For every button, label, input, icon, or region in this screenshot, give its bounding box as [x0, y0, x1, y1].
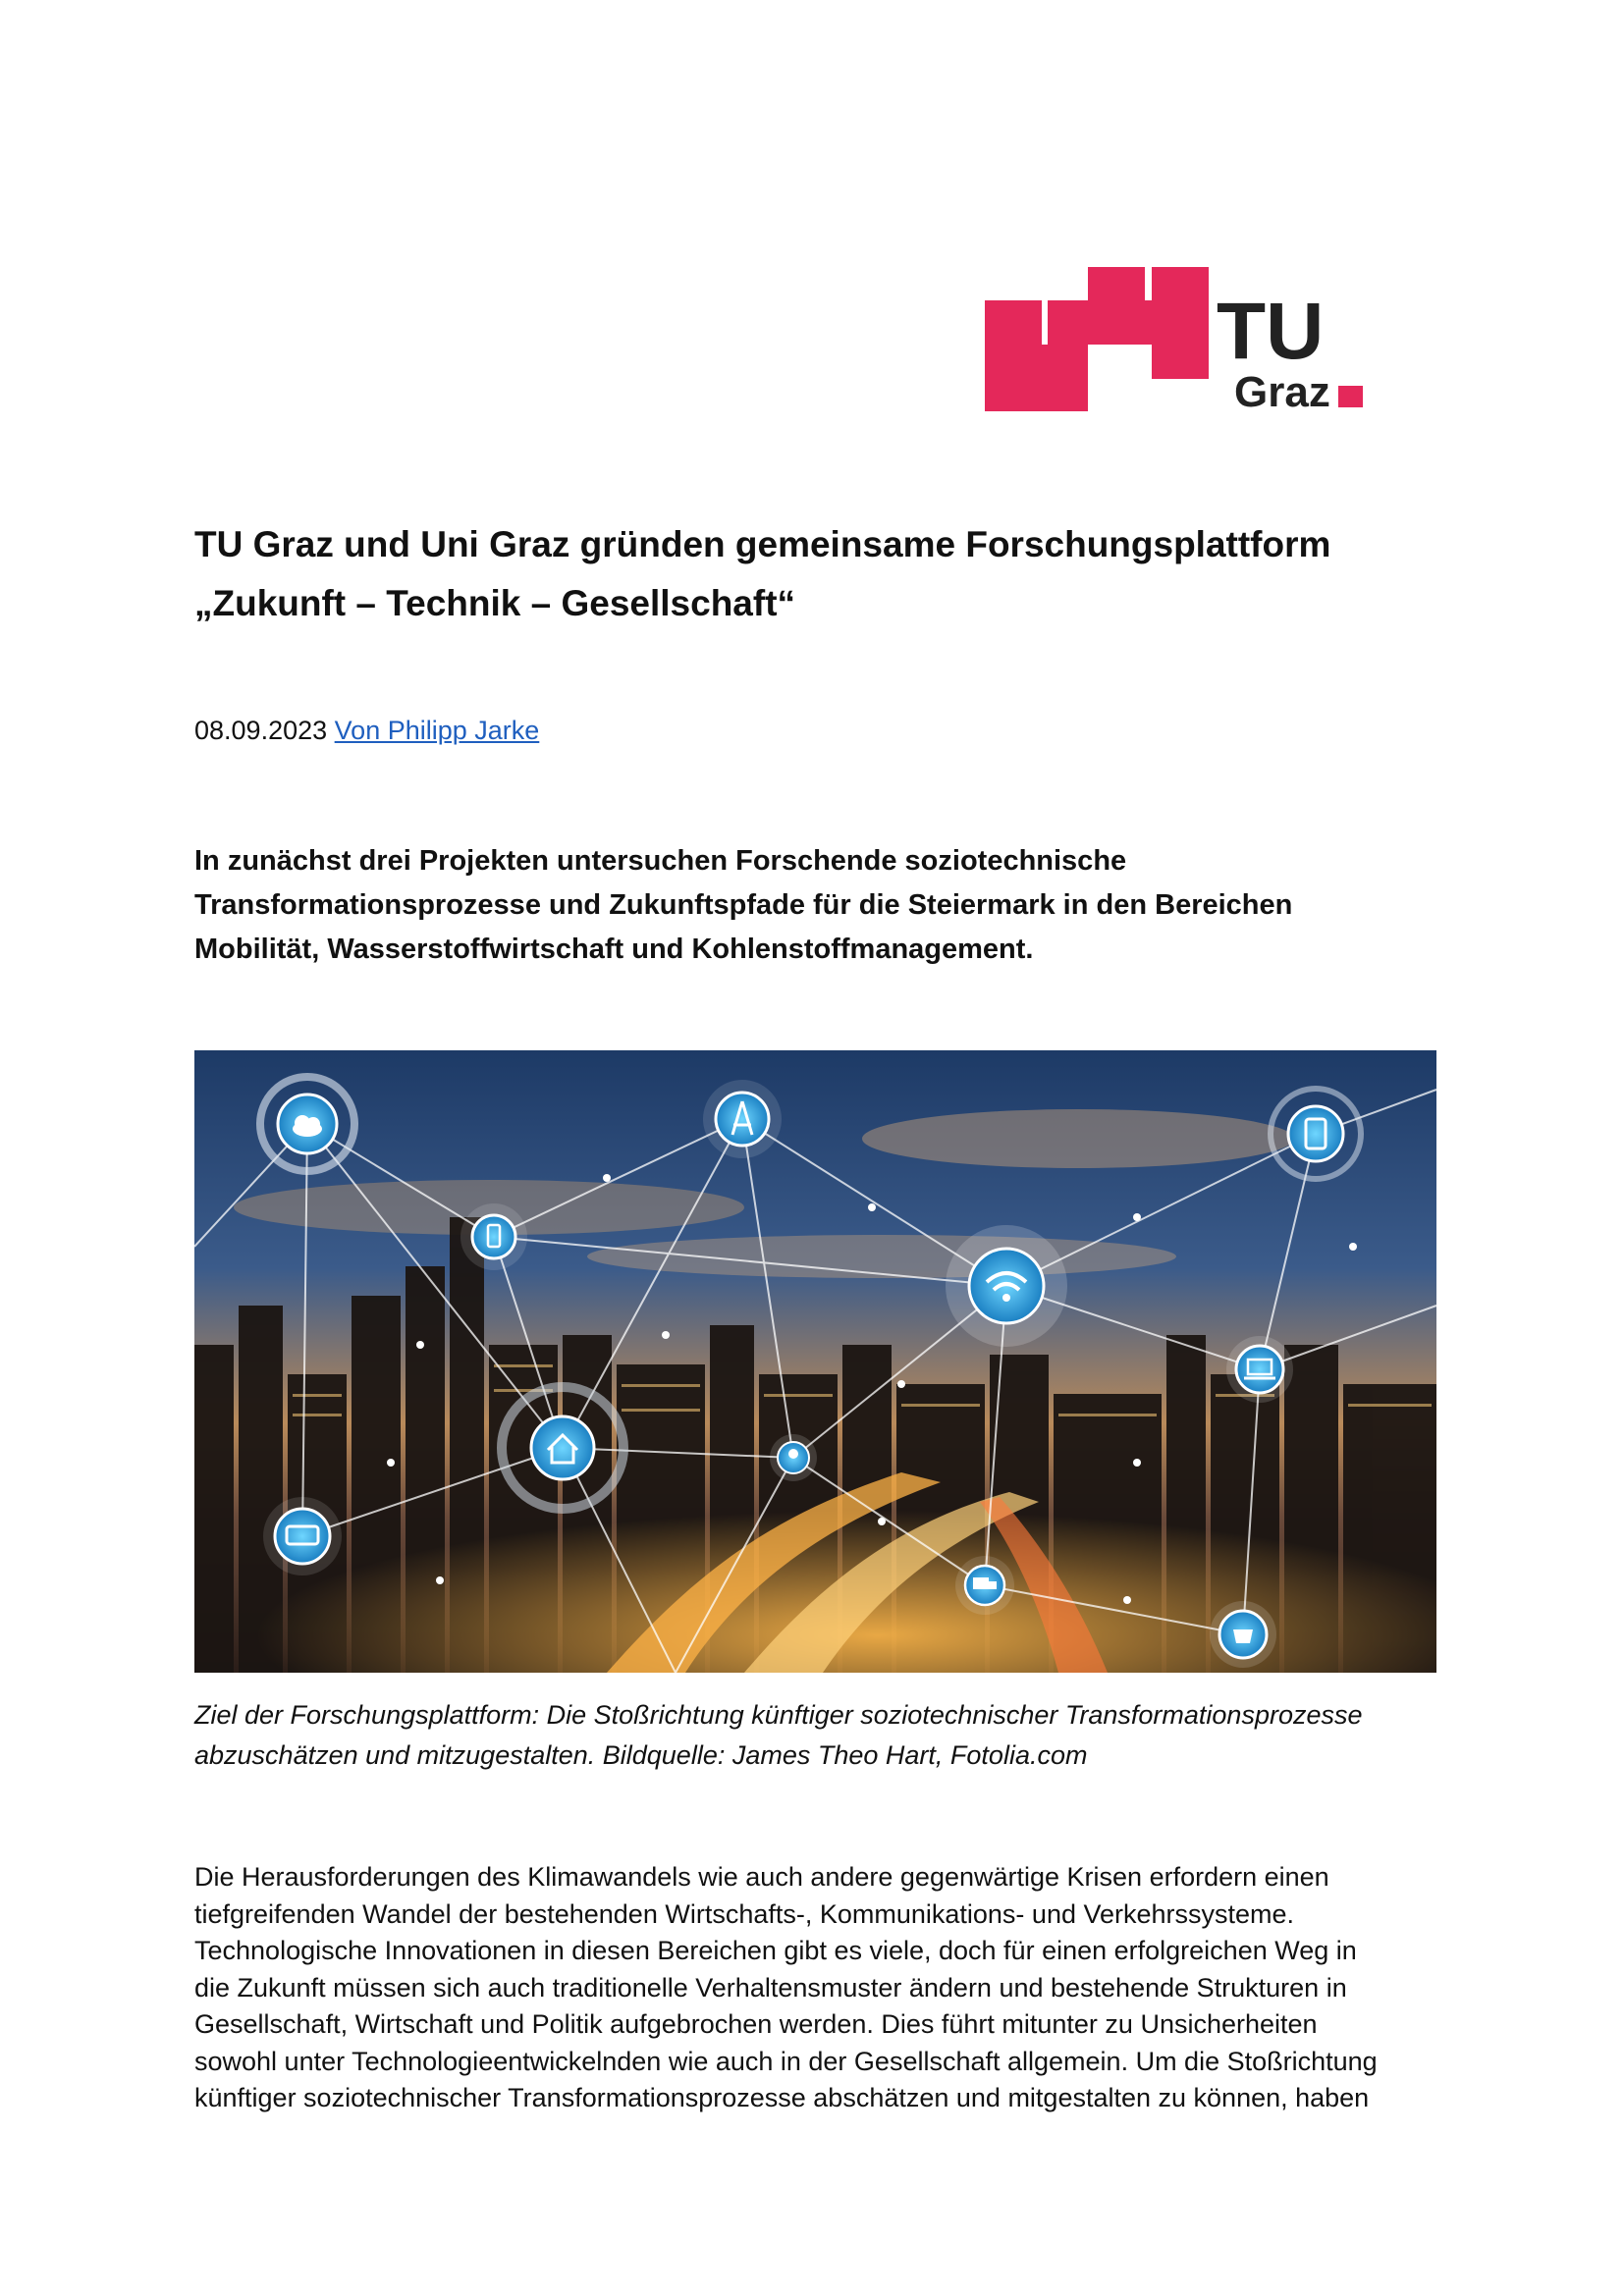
lead-line: Transformationsprozesse und Zukunftspfade für die Steiermark in den Bereichen — [194, 889, 1293, 921]
bus-icon — [263, 1497, 342, 1575]
body-line: Technologische Innovationen in diesen Bereichen gibt es viele, doch für einen erfolgreichen Weg in — [194, 1936, 1357, 1965]
tu-graz-logo — [985, 267, 1363, 411]
author-link[interactable]: Von Philipp Jarke — [334, 716, 540, 745]
body-line: sowohl unter Technologieentwickelnden wie auch in der Gesellschaft allgemein. Um die Stoßrichtung — [194, 2046, 1378, 2076]
article-title — [194, 515, 1432, 633]
caption-line: abzuschätzen und mitzugestalten. Bildquelle: James Theo Hart, Fotolia.com — [194, 1740, 1088, 1770]
phone-icon — [460, 1203, 527, 1270]
body-line: Die Herausforderungen des Klimawandels wie auch andere gegenwärtige Krisen erfordern einen — [194, 1862, 1329, 1892]
wifi-icon — [946, 1225, 1067, 1347]
image-caption — [194, 1695, 1441, 1776]
caption-line: Ziel der Forschungsplattform: Die Stoßrichtung künftiger soziotechnischer Transformationsprozesse — [194, 1700, 1363, 1730]
body-line: tiefgreifenden Wandel der bestehenden Wirtschafts-, Kommunikations- und Verkehrssysteme. — [194, 1898, 1295, 1929]
article-body — [194, 1859, 1451, 2117]
truck-icon — [955, 1556, 1014, 1615]
article-image — [194, 1050, 1436, 1673]
logo-text-graz: Graz — [1234, 368, 1330, 411]
article-meta — [194, 716, 539, 746]
body-line: künftiger soziotechnischer Transformationsprozesse abschätzen und mitgestalten zu können, haben — [194, 2083, 1370, 2112]
compass-icon — [703, 1080, 782, 1158]
body-line: die Zukunft müssen sich auch traditionelle Verhaltensmuster ändern und bestehende Strukturen in — [194, 1972, 1347, 2002]
title-line: „Zukunft – Technik – Gesellschaft“ — [194, 583, 796, 623]
person-icon — [770, 1434, 817, 1481]
article-date: 08.09.2023 — [194, 716, 328, 745]
logo-text-tu: TU — [1217, 287, 1325, 376]
title-line: TU Graz und Uni Graz gründen gemeinsame Forschungsplattform — [194, 524, 1331, 564]
lead-line: Mobilität, Wasserstoffwirtschaft und Kohlenstoffmanagement. — [194, 934, 1034, 965]
lead-line: In zunächst drei Projekten untersuchen Forschende soziotechnische — [194, 845, 1127, 877]
laptop-icon — [1226, 1336, 1293, 1403]
cup-icon — [1210, 1601, 1276, 1668]
body-line: Gesellschaft, Wirtschaft und Politik aufgebrochen werden. Dies führt mitunter zu Unsicherheiten — [194, 2009, 1318, 2039]
article-lead — [194, 839, 1441, 972]
